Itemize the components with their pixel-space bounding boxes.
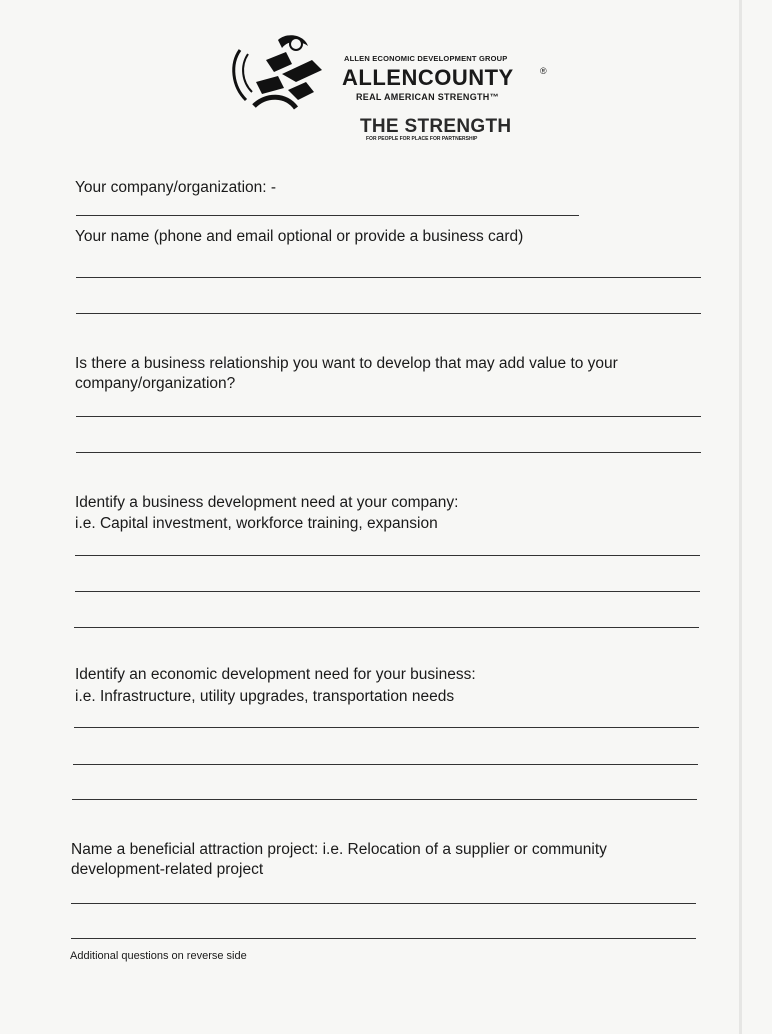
question-economic-need-line2: i.e. Infrastructure, utility upgrades, transportation needs [75, 688, 455, 705]
question-attraction-line1: Name a beneficial attraction project: i.e. Relocation of a supplier or community [71, 841, 607, 858]
answer-line-name-2[interactable] [76, 313, 701, 314]
answer-line-relationship-1[interactable] [76, 416, 701, 417]
logo-tagline: REAL AMERICAN STRENGTH™ [356, 92, 499, 102]
answer-line-name-1[interactable] [76, 277, 701, 278]
answer-line-company[interactable] [76, 215, 579, 216]
question-business-need-line2: i.e. Capital investment, workforce training, expansion [75, 515, 438, 532]
logo-group-name: ALLEN ECONOMIC DEVELOPMENT GROUP [344, 54, 508, 63]
answer-line-attraction-2[interactable] [71, 938, 696, 939]
answer-line-economic-need-3[interactable] [72, 799, 697, 800]
logo-figure-icon [226, 30, 346, 130]
answer-line-economic-need-1[interactable] [74, 727, 699, 728]
question-name: Your name (phone and email optional or provide a business card) [75, 228, 524, 245]
question-economic-need-line1: Identify an economic development need for your business: [75, 666, 476, 683]
answer-line-relationship-2[interactable] [76, 452, 701, 453]
answer-line-business-need-2[interactable] [75, 591, 700, 592]
question-attraction-line2: development-related project [71, 861, 264, 878]
question-company: Your company/organization: - [75, 179, 277, 196]
answer-line-business-need-3[interactable] [74, 627, 699, 628]
answer-line-economic-need-2[interactable] [73, 764, 698, 765]
allen-county-logo [226, 30, 566, 148]
answer-line-business-need-1[interactable] [75, 555, 700, 556]
question-relationship-line2: company/organization? [75, 375, 236, 392]
page-edge [739, 0, 742, 1034]
logo-county-name: ALLENCOUNTY [342, 65, 514, 90]
question-relationship-line1: Is there a business relationship you want to develop that may add value to your [75, 355, 618, 372]
logo-registered-mark: ® [540, 66, 547, 76]
question-business-need-line1: Identify a business development need at your company: [75, 494, 459, 511]
answer-line-attraction-1[interactable] [71, 903, 696, 904]
reverse-side-note: Additional questions on reverse side [70, 950, 247, 962]
logo-subline: FOR PEOPLE FOR PLACE FOR PARTNERSHIP [366, 136, 478, 142]
logo-the-strength: THE STRENGTH [360, 116, 512, 137]
